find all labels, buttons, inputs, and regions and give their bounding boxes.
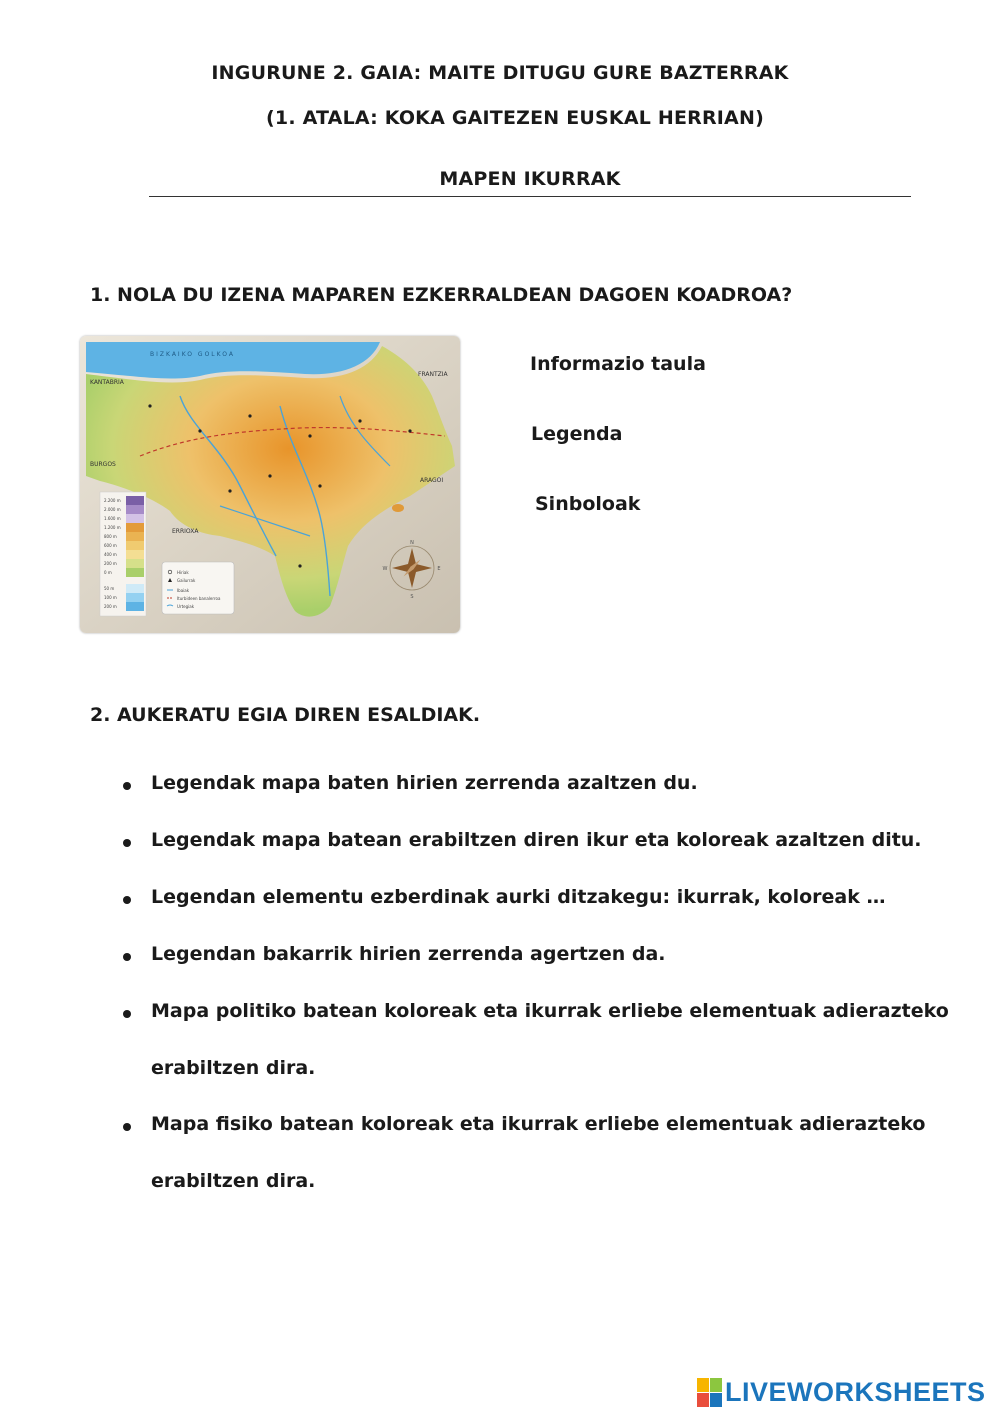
statement-text-continued: erabiltzen dira.: [151, 1170, 316, 1192]
map-label: ARAGOI: [420, 477, 444, 484]
question-2: 2. AUKERATU EGIA DIREN ESALDIAK.: [90, 704, 481, 726]
svg-text:S: S: [410, 594, 414, 600]
map-illustration: [80, 336, 460, 633]
svg-text:1.600 m: 1.600 m: [104, 516, 121, 521]
bullet-icon: [123, 782, 131, 790]
svg-text:Urtegiak: Urtegiak: [177, 604, 195, 609]
statement-text-continued: erabiltzen dira.: [151, 1057, 316, 1079]
answer-option-informazio-taula[interactable]: Informazio taula: [530, 353, 706, 375]
svg-text:2.200 m: 2.200 m: [104, 498, 121, 503]
statement-text: Mapa politiko batean koloreak eta ikurrak erliebe elementuak adierazteko: [151, 1000, 949, 1022]
svg-text:0 m: 0 m: [104, 570, 112, 575]
liveworksheets-wordmark: LIVEWORKSHEETS: [725, 1377, 986, 1407]
map-label: KANTABRIA: [90, 379, 124, 386]
svg-text:N: N: [410, 540, 414, 546]
map-label: FRANTZIA: [418, 371, 448, 378]
statement-text: Legendan elementu ezberdinak aurki ditzakegu: ikurrak, koloreak …: [151, 886, 886, 908]
svg-text:200 m: 200 m: [104, 561, 117, 566]
svg-text:200 m: 200 m: [104, 604, 117, 609]
statement-text: Legendak mapa batean erabiltzen diren ikur eta koloreak azaltzen ditu.: [151, 829, 922, 851]
answer-option-legenda[interactable]: Legenda: [531, 423, 623, 445]
map-label: BIZKAIKO GOLKOA: [150, 351, 235, 358]
statement-text: Legendan bakarrik hirien zerrenda agertzen da.: [151, 943, 666, 965]
map-label: BURGOS: [90, 461, 116, 468]
svg-text:50 m: 50 m: [104, 586, 115, 591]
statement-text: Legendak mapa baten hirien zerrenda azaltzen du.: [151, 772, 698, 794]
liveworksheets-logo-icon: [697, 1378, 723, 1408]
bullet-icon: [123, 953, 131, 961]
statement-text: Mapa fisiko batean koloreak eta ikurrak erliebe elementuak adierazteko: [151, 1113, 926, 1135]
worksheet-subtitle: (1. ATALA: KOKA GAITEZEN EUSKAL HERRIAN): [266, 107, 764, 129]
svg-text:100 m: 100 m: [104, 595, 117, 600]
svg-text:1.200 m: 1.200 m: [104, 525, 121, 530]
svg-text:Iturbideen banalerroa: Iturbideen banalerroa: [177, 596, 221, 601]
title-underline: [149, 196, 911, 197]
answer-option-sinboloak[interactable]: Sinboloak: [535, 493, 641, 515]
physical-map-image: [80, 336, 460, 633]
worksheet-title: INGURUNE 2. GAIA: MAITE DITUGU GURE BAZTERRAK: [211, 62, 789, 84]
map-label: ERRIOXA: [172, 528, 199, 535]
section-title: MAPEN IKURRAK: [439, 168, 621, 190]
svg-text:W: W: [382, 566, 388, 572]
svg-text:2.000 m: 2.000 m: [104, 507, 121, 512]
symbol-legend: [162, 562, 234, 614]
question-1: 1. NOLA DU IZENA MAPAREN EZKERRALDEAN DAGOEN KOADROA?: [90, 284, 793, 306]
svg-text:600 m: 600 m: [104, 543, 117, 548]
svg-text:E: E: [437, 566, 441, 572]
bullet-icon: [123, 1123, 131, 1131]
svg-text:Ibaiak: Ibaiak: [177, 588, 190, 593]
svg-text:800 m: 800 m: [104, 534, 117, 539]
bullet-icon: [123, 839, 131, 847]
bullet-icon: [123, 896, 131, 904]
bullet-icon: [123, 1010, 131, 1018]
svg-text:400 m: 400 m: [104, 552, 117, 557]
svg-text:Gailurrak: Gailurrak: [177, 578, 196, 583]
height-scale: [100, 492, 146, 616]
svg-text:Hiriak: Hiriak: [177, 570, 189, 575]
